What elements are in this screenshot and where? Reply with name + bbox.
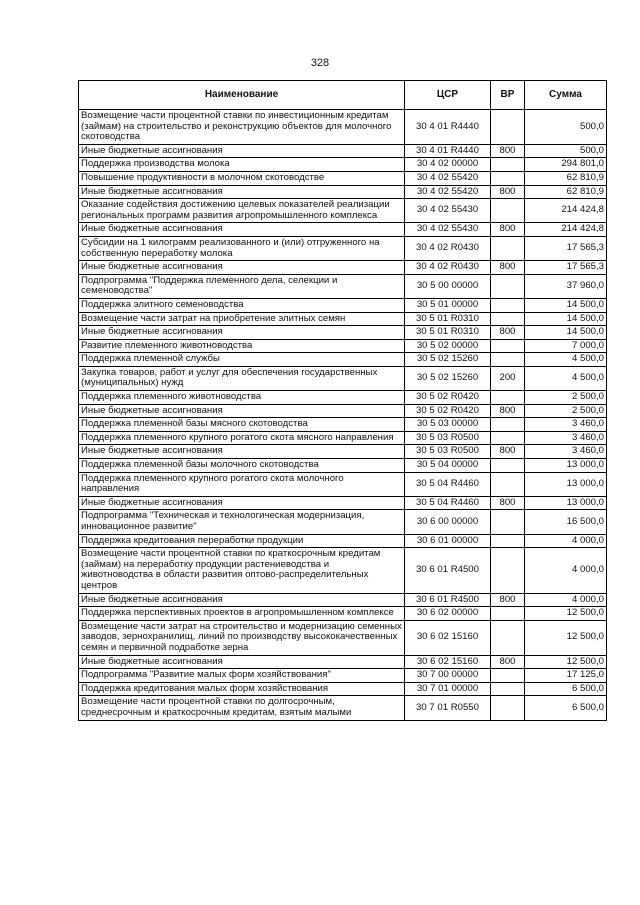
- cell-name: Иные бюджетные ассигнования: [79, 261, 405, 275]
- cell-csr: 30 5 03 R0500: [405, 431, 491, 445]
- table-row: [79, 404, 607, 418]
- cell-vr: [491, 339, 525, 353]
- cell-name: Поддержка племенного животноводства: [79, 391, 405, 405]
- cell-sum: 14 500,0: [525, 312, 607, 326]
- table-row: [79, 669, 607, 683]
- cell-vr: 800: [491, 185, 525, 199]
- table-row: [79, 339, 607, 353]
- cell-vr: [491, 418, 525, 432]
- cell-sum: 4 500,0: [525, 353, 607, 367]
- table-row: [79, 274, 607, 298]
- cell-name: Поддержка племенной службы: [79, 353, 405, 367]
- cell-vr: [491, 607, 525, 621]
- table-row: [79, 185, 607, 199]
- cell-sum: 12 500,0: [525, 620, 607, 655]
- cell-csr: 30 5 03 00000: [405, 418, 491, 432]
- cell-name: Поддержка кредитования малых форм хозяйствования: [79, 682, 405, 696]
- table-row: [79, 620, 607, 655]
- table-row: [79, 353, 607, 367]
- cell-name: Поддержка кредитования переработки продукции: [79, 534, 405, 548]
- cell-csr: 30 6 02 15160: [405, 655, 491, 669]
- cell-name: Возмещение части затрат на строительство и модернизацию семенных заводов, зернохранилищ, линий по производству высококачественных семян и первичной подработке зерна: [79, 620, 405, 655]
- cell-name: Иные бюджетные ассигнования: [79, 496, 405, 510]
- cell-name: Поддержка племенного крупного рогатого скота молочного направления: [79, 472, 405, 496]
- table-row: [79, 366, 607, 390]
- table-row: [79, 431, 607, 445]
- cell-sum: 17 125,0: [525, 669, 607, 683]
- header-sum: Сумма: [525, 81, 607, 110]
- table-row: [79, 144, 607, 158]
- cell-vr: [491, 391, 525, 405]
- cell-vr: [491, 534, 525, 548]
- cell-name: Субсидии на 1 килограмм реализованного и (или) отгруженного на собственную переработку молока: [79, 236, 405, 260]
- table-row: [79, 326, 607, 340]
- cell-vr: 800: [491, 261, 525, 275]
- cell-sum: 62 810,9: [525, 171, 607, 185]
- cell-csr: 30 6 01 R4500: [405, 593, 491, 607]
- table-body: [79, 110, 607, 721]
- cell-vr: [491, 548, 525, 593]
- cell-sum: 4 000,0: [525, 548, 607, 593]
- cell-name: Иные бюджетные ассигнования: [79, 326, 405, 340]
- cell-sum: 4 500,0: [525, 366, 607, 390]
- cell-name: Поддержка племенной базы молочного скотоводства: [79, 459, 405, 473]
- cell-name: Иные бюджетные ассигнования: [79, 655, 405, 669]
- cell-csr: 30 5 01 00000: [405, 298, 491, 312]
- cell-sum: 37 960,0: [525, 274, 607, 298]
- cell-sum: 500,0: [525, 144, 607, 158]
- cell-sum: 294 801,0: [525, 158, 607, 172]
- cell-csr: 30 7 01 00000: [405, 682, 491, 696]
- cell-name: Подпрограмма "Техническая и технологическая модернизация, инновационное развитие": [79, 510, 405, 534]
- cell-vr: [491, 620, 525, 655]
- table-row: [79, 110, 607, 145]
- cell-csr: 30 5 00 00000: [405, 274, 491, 298]
- cell-csr: 30 5 03 R0500: [405, 445, 491, 459]
- cell-sum: 13 000,0: [525, 459, 607, 473]
- cell-name: Возмещение части процентной ставки по долгосрочным, среднесрочным и краткосрочным кредитам, взятым малыми: [79, 696, 405, 720]
- cell-sum: 12 500,0: [525, 607, 607, 621]
- cell-vr: [491, 669, 525, 683]
- cell-name: Возмещение части процентной ставки по инвестиционным кредитам (займам) на строительство и реконструкцию объектов для молочного скотоводства: [79, 110, 405, 145]
- cell-csr: 30 4 02 55430: [405, 223, 491, 237]
- cell-csr: 30 5 04 00000: [405, 459, 491, 473]
- page-number: 328: [310, 57, 330, 69]
- cell-vr: 800: [491, 445, 525, 459]
- cell-name: Иные бюджетные ассигнования: [79, 404, 405, 418]
- cell-csr: 30 5 02 15260: [405, 353, 491, 367]
- table-row: [79, 593, 607, 607]
- cell-vr: [491, 472, 525, 496]
- cell-sum: 16 500,0: [525, 510, 607, 534]
- cell-csr: 30 7 00 00000: [405, 669, 491, 683]
- table-row: [79, 472, 607, 496]
- cell-csr: 30 4 02 R0430: [405, 236, 491, 260]
- cell-vr: [491, 431, 525, 445]
- cell-name: Иные бюджетные ассигнования: [79, 223, 405, 237]
- cell-sum: 12 500,0: [525, 655, 607, 669]
- table-row: [79, 696, 607, 720]
- cell-csr: 30 5 02 R0420: [405, 391, 491, 405]
- cell-name: Возмещение части затрат на приобретение элитных семян: [79, 312, 405, 326]
- cell-vr: 800: [491, 144, 525, 158]
- cell-name: Поддержка перспективных проектов в агропромышленном комплексе: [79, 607, 405, 621]
- table-row: [79, 534, 607, 548]
- table-row: [79, 261, 607, 275]
- cell-sum: 2 500,0: [525, 404, 607, 418]
- cell-vr: 800: [491, 223, 525, 237]
- table-row: [79, 418, 607, 432]
- budget-table: [78, 80, 607, 721]
- cell-vr: [491, 298, 525, 312]
- cell-sum: 17 565,3: [525, 261, 607, 275]
- cell-csr: 30 6 02 15160: [405, 620, 491, 655]
- cell-csr: 30 6 01 R4500: [405, 548, 491, 593]
- cell-sum: 6 500,0: [525, 696, 607, 720]
- table-row: [79, 236, 607, 260]
- cell-name: Поддержка производства молока: [79, 158, 405, 172]
- cell-csr: 30 4 02 55420: [405, 171, 491, 185]
- cell-csr: 30 5 02 00000: [405, 339, 491, 353]
- cell-sum: 62 810,9: [525, 185, 607, 199]
- cell-csr: 30 4 01 R4440: [405, 110, 491, 145]
- table-row: [79, 682, 607, 696]
- cell-csr: 30 6 01 00000: [405, 534, 491, 548]
- cell-csr: 30 4 01 R4440: [405, 144, 491, 158]
- cell-name: Повышение продуктивности в молочном скотоводстве: [79, 171, 405, 185]
- cell-vr: [491, 696, 525, 720]
- table-row: [79, 391, 607, 405]
- table-row: [79, 445, 607, 459]
- cell-sum: 4 000,0: [525, 593, 607, 607]
- cell-name: Поддержка племенного крупного рогатого скота мясного направления: [79, 431, 405, 445]
- cell-csr: 30 4 02 00000: [405, 158, 491, 172]
- cell-name: Возмещение части процентной ставки по краткосрочным кредитам (займам) на переработку продукции растениеводства и животноводства в области развития оптово-распределительных центров: [79, 548, 405, 593]
- cell-name: Поддержка элитного семеноводства: [79, 298, 405, 312]
- table-header-row: [79, 81, 607, 110]
- cell-csr: 30 4 02 55430: [405, 199, 491, 223]
- cell-sum: 3 460,0: [525, 418, 607, 432]
- cell-sum: 6 500,0: [525, 682, 607, 696]
- cell-name: Подпрограмма "Поддержка племенного дела, селекции и семеноводства": [79, 274, 405, 298]
- cell-vr: 800: [491, 655, 525, 669]
- cell-vr: [491, 353, 525, 367]
- cell-sum: 14 500,0: [525, 298, 607, 312]
- table-row: [79, 496, 607, 510]
- cell-sum: 214 424,8: [525, 199, 607, 223]
- cell-csr: 30 4 02 R0430: [405, 261, 491, 275]
- cell-sum: 2 500,0: [525, 391, 607, 405]
- cell-name: Иные бюджетные ассигнования: [79, 144, 405, 158]
- table-row: [79, 312, 607, 326]
- cell-csr: 30 5 04 R4460: [405, 496, 491, 510]
- cell-name: Развитие племенного животноводства: [79, 339, 405, 353]
- cell-name: Подпрограмма "Развитие малых форм хозяйствования": [79, 669, 405, 683]
- cell-name: Оказание содействия достижению целевых показателей реализации региональных программ развития агропромышленного комплекса: [79, 199, 405, 223]
- table-row: [79, 171, 607, 185]
- cell-name: Закупка товаров, работ и услуг для обеспечения государственных (муниципальных) нужд: [79, 366, 405, 390]
- cell-vr: [491, 199, 525, 223]
- header-csr: ЦСР: [405, 81, 491, 110]
- table-row: [79, 548, 607, 593]
- table-row: [79, 459, 607, 473]
- cell-sum: 13 000,0: [525, 496, 607, 510]
- cell-csr: 30 5 02 15260: [405, 366, 491, 390]
- cell-sum: 14 500,0: [525, 326, 607, 340]
- cell-sum: 17 565,3: [525, 236, 607, 260]
- cell-name: Поддержка племенной базы мясного скотоводства: [79, 418, 405, 432]
- cell-csr: 30 5 02 R0420: [405, 404, 491, 418]
- cell-sum: 4 000,0: [525, 534, 607, 548]
- cell-sum: 3 460,0: [525, 445, 607, 459]
- cell-csr: 30 5 04 R4460: [405, 472, 491, 496]
- cell-sum: 13 000,0: [525, 472, 607, 496]
- cell-vr: [491, 236, 525, 260]
- cell-csr: 30 6 00 00000: [405, 510, 491, 534]
- cell-vr: [491, 312, 525, 326]
- cell-name: Иные бюджетные ассигнования: [79, 445, 405, 459]
- cell-vr: [491, 682, 525, 696]
- cell-sum: 7 000,0: [525, 339, 607, 353]
- header-name: Наименование: [79, 81, 405, 110]
- cell-csr: 30 5 01 R0310: [405, 312, 491, 326]
- cell-vr: [491, 171, 525, 185]
- cell-vr: [491, 510, 525, 534]
- cell-vr: 200: [491, 366, 525, 390]
- cell-vr: 800: [491, 404, 525, 418]
- table-row: [79, 158, 607, 172]
- cell-vr: [491, 110, 525, 145]
- cell-csr: 30 5 01 R0310: [405, 326, 491, 340]
- cell-vr: [491, 158, 525, 172]
- cell-vr: 800: [491, 326, 525, 340]
- table-row: [79, 607, 607, 621]
- cell-vr: 800: [491, 496, 525, 510]
- cell-name: Иные бюджетные ассигнования: [79, 185, 405, 199]
- cell-sum: 3 460,0: [525, 431, 607, 445]
- table-row: [79, 510, 607, 534]
- cell-vr: 800: [491, 593, 525, 607]
- cell-name: Иные бюджетные ассигнования: [79, 593, 405, 607]
- header-vr: ВР: [491, 81, 525, 110]
- cell-csr: 30 4 02 55420: [405, 185, 491, 199]
- cell-sum: 214 424,8: [525, 223, 607, 237]
- cell-csr: 30 6 02 00000: [405, 607, 491, 621]
- cell-sum: 500,0: [525, 110, 607, 145]
- cell-vr: [491, 274, 525, 298]
- cell-csr: 30 7 01 R0550: [405, 696, 491, 720]
- table-row: [79, 199, 607, 223]
- table-row: [79, 223, 607, 237]
- table-row: [79, 655, 607, 669]
- table-row: [79, 298, 607, 312]
- cell-vr: [491, 459, 525, 473]
